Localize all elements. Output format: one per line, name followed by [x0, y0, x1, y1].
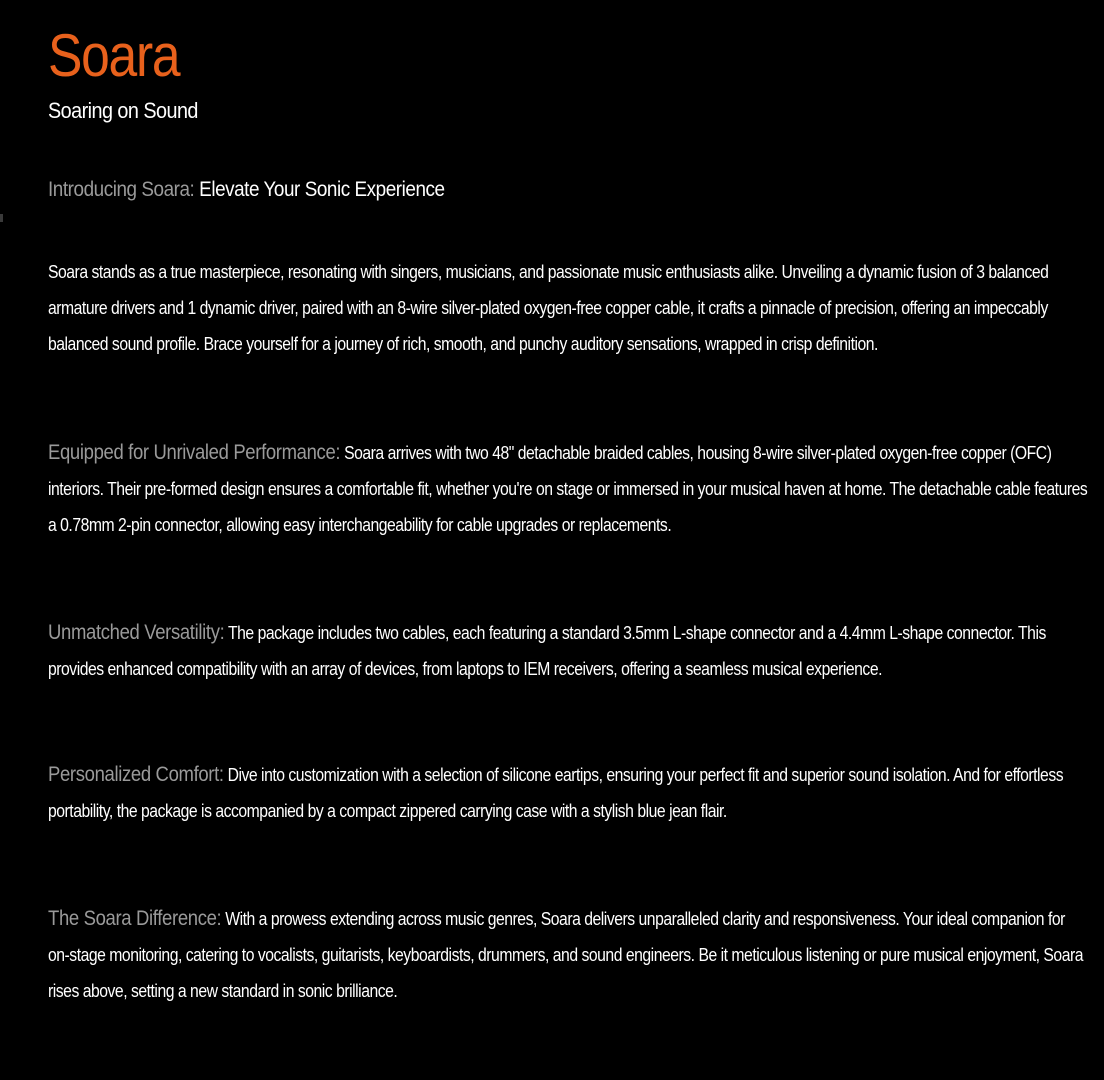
intro-label: Introducing Soara: [48, 178, 195, 201]
section-performance [48, 434, 1089, 543]
intro-value: Elevate Your Sonic Experience [199, 178, 445, 201]
edge-marker [0, 214, 3, 222]
product-description [48, 14, 1088, 1001]
section-label: Equipped for Unrivaled Performance: [48, 440, 341, 464]
brand-title: Soara [48, 22, 180, 89]
section-difference [48, 900, 1089, 1009]
section-text: The package includes two cables, each featuring a standard 3.5mm L-shape connector and a 4.4mm L-shape connector. This provides enhanced compatibility with an array of devices, from laptops to IEM receivers, offering a seamless musical experience. [48, 622, 1046, 679]
section-comfort [48, 756, 1089, 829]
section-text: Dive into customization with a selection of silicone eartips, ensuring your perfect fit and superior sound isolation. And for effortless portability, the package is accompanied by a compact zippered carrying case with a stylish blue jean flair. [48, 764, 1064, 821]
tagline: Soaring on Sound [48, 98, 198, 123]
intro-line [48, 177, 1074, 203]
section-label: Unmatched Versatility: [48, 620, 225, 644]
section-text: Soara arrives with two 48" detachable braided cables, housing 8-wire silver-plated oxygen-free copper (OFC) interiors. Their pre-formed design ensures a comfortable fit, whether you're on stage or immersed in your musical haven at home. The detachable cable features a 0.78mm 2-pin connector, allowing easy interchangeability for cable upgrades or replacements. [48, 442, 1088, 535]
main-paragraph: Soara stands as a true masterpiece, resonating with singers, musicians, and passionate music enthusiasts alike. Unveiling a dynamic fusion of 3 balanced armature drivers and 1 dynamic driver, paired with an 8-wire silver-plated oxygen-free copper cable, it crafts a pinnacle of precision, offering an impeccably balanced sound profile. Brace yourself for a journey of rich, smooth, and punchy auditory sensations, wrapped in crisp definition. [48, 261, 1049, 354]
section-text: With a prowess extending across music genres, Soara delivers unparalleled clarity and responsiveness. Your ideal companion for on-stage monitoring, catering to vocalists, guitarists, keyboardists, drummers, and sound engineers. Be it meticulous listening or pure musical enjoyment, Soara rises above, setting a new standard in sonic brilliance. [48, 908, 1084, 1001]
section-versatility [48, 614, 1089, 687]
section-label: Personalized Comfort: [48, 762, 224, 786]
section-label: The Soara Difference: [48, 906, 222, 930]
